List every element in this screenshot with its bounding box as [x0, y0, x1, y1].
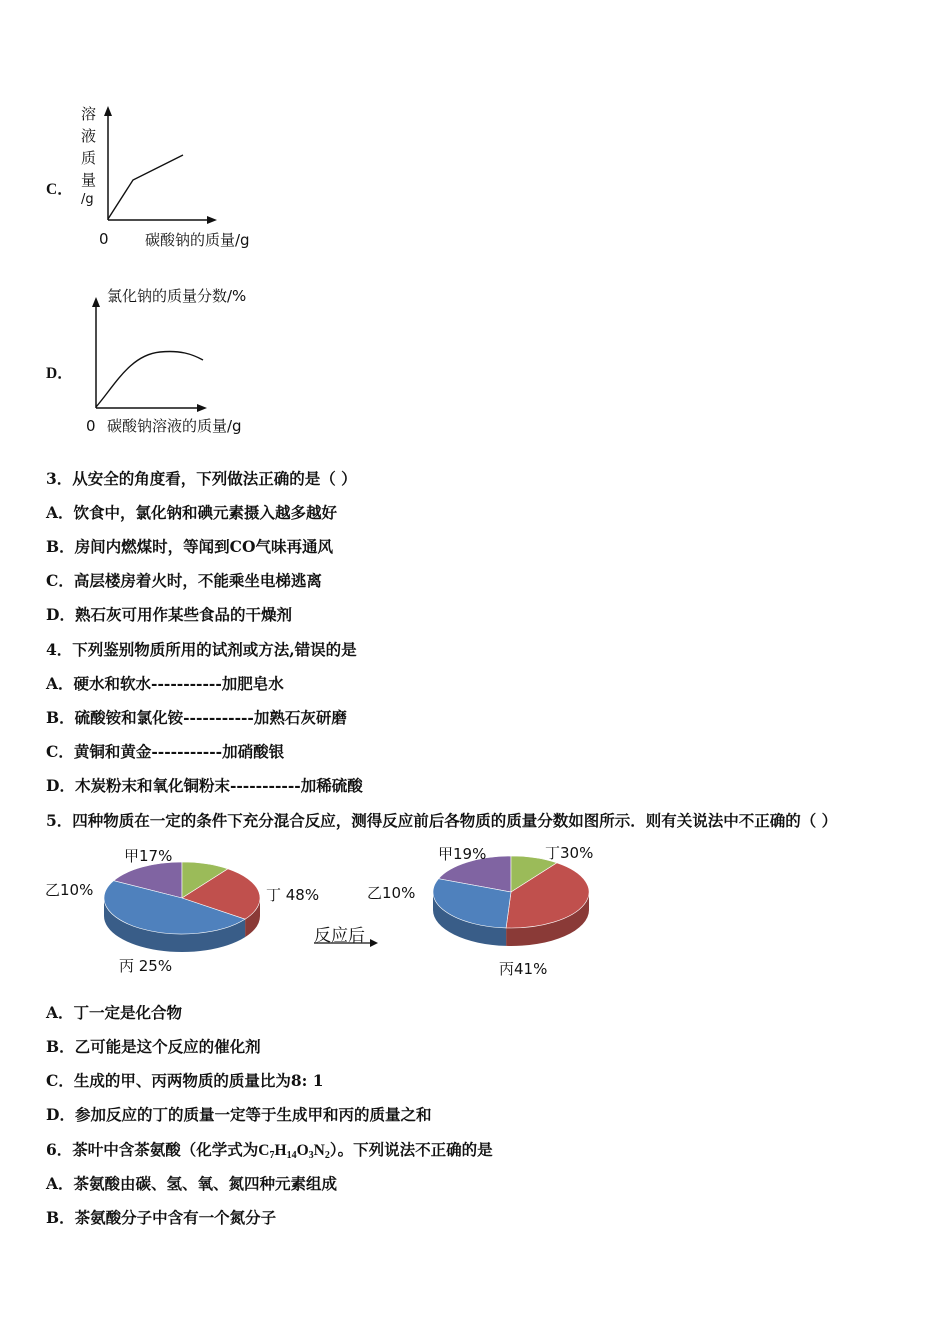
pie-before-label-bing: 丙 25% — [119, 957, 173, 975]
q5-option-d: D．参加反应的丁的质量一定等于生成甲和丙的质量之和 — [46, 1105, 432, 1124]
q5-option-c: C．生成的甲、丙两物质的质量比为8: 1 — [46, 1071, 324, 1090]
q4-option-c: C．黄铜和黄金-----------加硝酸银 — [46, 742, 285, 761]
q6-option-b: B．茶氨酸分子中含有一个氮分子 — [46, 1208, 277, 1227]
q6-formula: $C_7H_{14}O_3N_2$ — [258, 1142, 330, 1161]
q6-stem — [46, 1140, 493, 1166]
c-ylabel-char: 量 — [81, 171, 97, 189]
pie-after-label-ding: 丁30% — [545, 844, 594, 862]
pie-before-label-yi: 乙10% — [45, 881, 94, 899]
q4-option-d: D．木炭粉末和氧化铜粉末-----------加稀硫酸 — [46, 776, 363, 795]
pie-after-label-bing: 丙41% — [499, 960, 548, 978]
q6-option-a: A．茶氨酸由碳、氢、氧、氮四种元素组成 — [46, 1174, 338, 1193]
d-origin: 0 — [86, 417, 96, 435]
q6-stem-post: ）。下列说法不正确的是 — [329, 1140, 493, 1159]
q4-stem: 4．下列鉴别物质所用的试剂或方法,错误的是 — [46, 640, 357, 659]
q3-option-c: C．高层楼房着火时，不能乘坐电梯逃离 — [46, 571, 322, 590]
c-yunit: /g — [81, 192, 94, 207]
option-c-label: C． — [46, 181, 73, 198]
c-origin: 0 — [99, 230, 109, 248]
q5-option-b: B．乙可能是这个反应的催化剂 — [46, 1037, 261, 1056]
pie-after-label-jia: 甲19% — [438, 845, 487, 863]
c-xlabel: 碳酸钠的质量/g — [145, 231, 250, 249]
q3-option-a: A．饮食中，氯化钠和碘元素摄入越多越好 — [46, 503, 338, 522]
arrow-label: 反应后 — [314, 926, 365, 946]
option-d-label: D． — [46, 365, 73, 382]
c-ylabel-char: 液 — [81, 127, 97, 145]
q3-option-b: B．房间内燃煤时，等闻到CO气味再通风 — [46, 537, 333, 556]
q3-option-d: D．熟石灰可用作某些食品的干燥剂 — [46, 605, 292, 624]
q3-stem: 3．从安全的角度看，下列做法正确的是（ ） — [46, 469, 357, 488]
q6-stem-pre: 6．茶叶中含茶氨酸（化学式为 — [46, 1140, 259, 1159]
pie-after-label-yi: 乙10% — [367, 884, 416, 902]
q5-option-a: A．丁一定是化合物 — [46, 1003, 183, 1022]
pie-before-label-jia: 甲17% — [124, 847, 173, 865]
c-ylabel-char: 质 — [81, 149, 97, 167]
q4-option-a: A．硬水和软水-----------加肥皂水 — [46, 674, 284, 693]
q5-stem: 5．四种物质在一定的条件下充分混合反应，测得反应前后各物质的质量分数如图所示．则有关说法中不正确的（ ） — [46, 811, 838, 830]
d-xlabel: 碳酸钠溶液的质量/g — [107, 417, 242, 435]
q4-option-b: B．硫酸铵和氯化铵-----------加熟石灰研磨 — [46, 708, 347, 727]
pie-before-label-ding: 丁 48% — [266, 886, 320, 904]
d-ylabel: 氯化钠的质量分数/% — [107, 287, 247, 305]
c-ylabel-char: 溶 — [81, 105, 97, 123]
